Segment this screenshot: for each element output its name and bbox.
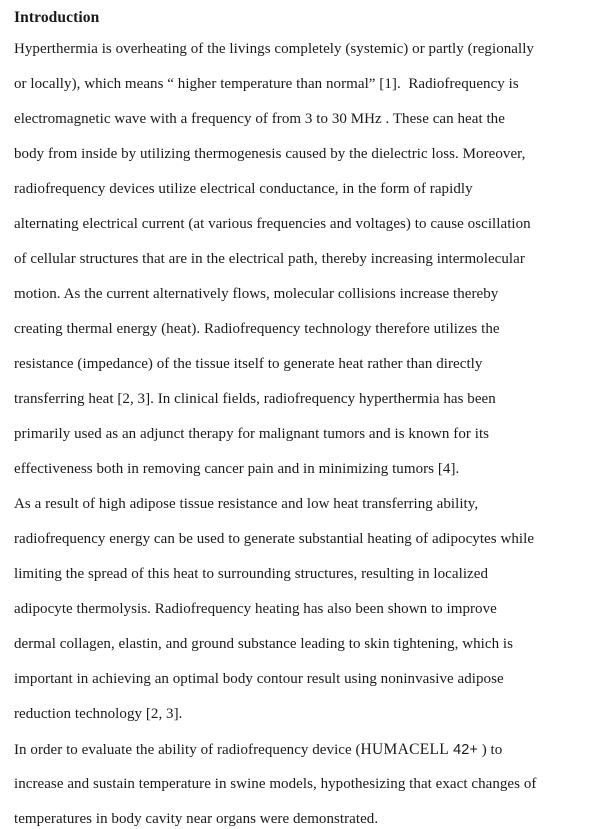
text-line: transferring heat [2, 3]. In clinical fields, radiofrequency hyperthermia has been bbox=[14, 391, 496, 407]
text-line: radiofrequency devices utilize electrical conductance, in the form of rapidly bbox=[14, 181, 473, 197]
text-line: radiofrequency energy can be used to generate substantial heating of adipocytes while bbox=[14, 531, 535, 547]
text-line: As a result of high adipose tissue resistance and low heat transferring ability, bbox=[14, 496, 479, 512]
text-line: creating thermal energy (heat). Radiofrequency technology therefore utilizes the bbox=[14, 321, 500, 337]
text-line: Hyperthermia is overheating of the livings completely (systemic) or partly (regionally bbox=[14, 41, 534, 57]
paragraph-study-purpose bbox=[14, 732, 590, 829]
section-heading-introduction: Introduction bbox=[14, 9, 100, 26]
text-line: reduction technology [2, 3]. bbox=[14, 706, 183, 722]
device-model-number: 42+ bbox=[449, 742, 478, 758]
text-line: dermal collagen, elastin, and ground substance leading to skin tightening, which is bbox=[14, 636, 514, 652]
device-name: HUMACELL bbox=[360, 741, 450, 758]
text-segment: ) to bbox=[477, 742, 503, 758]
text-line: temperatures in body cavity near organs were demonstrated. bbox=[14, 811, 379, 827]
text-line: effectiveness both in removing cancer pain and in minimizing tumors [4]. bbox=[14, 461, 460, 477]
text-line: alternating electrical current (at various frequencies and voltages) to cause oscillation bbox=[14, 216, 531, 232]
paragraph-adipose bbox=[14, 487, 590, 732]
text-line: adipocyte thermolysis. Radiofrequency heating has also been shown to improve bbox=[14, 601, 497, 617]
text-line: electromagnetic wave with a frequency of from 3 to 30 MHz . These can heat the bbox=[14, 111, 505, 127]
text-line: resistance (impedance) of the tissue itself to generate heat rather than directly bbox=[14, 356, 483, 372]
text-line: body from inside by utilizing thermogenesis caused by the dielectric loss. Moreover, bbox=[14, 146, 526, 162]
text-line-device bbox=[14, 732, 590, 767]
paragraph-hyperthermia bbox=[14, 32, 590, 487]
text-line: of cellular structures that are in the electrical path, thereby increasing intermolecular bbox=[14, 251, 525, 267]
text-line: increase and sustain temperature in swine models, hypothesizing that exact changes of bbox=[14, 776, 537, 792]
text-line: primarily used as an adjunct therapy for malignant tumors and is known for its bbox=[14, 426, 490, 442]
body-text bbox=[14, 32, 590, 829]
text-line: or locally), which means “ higher temperature than normal” [1]. Radiofrequency is bbox=[14, 76, 519, 92]
text-line: motion. As the current alternatively flows, molecular collisions increase thereby bbox=[14, 286, 499, 302]
text-line: important in achieving an optimal body contour result using noninvasive adipose bbox=[14, 671, 504, 687]
text-segment: In order to evaluate the ability of radiofrequency device ( bbox=[14, 742, 361, 758]
text-line: limiting the spread of this heat to surrounding structures, resulting in localized bbox=[14, 566, 488, 582]
